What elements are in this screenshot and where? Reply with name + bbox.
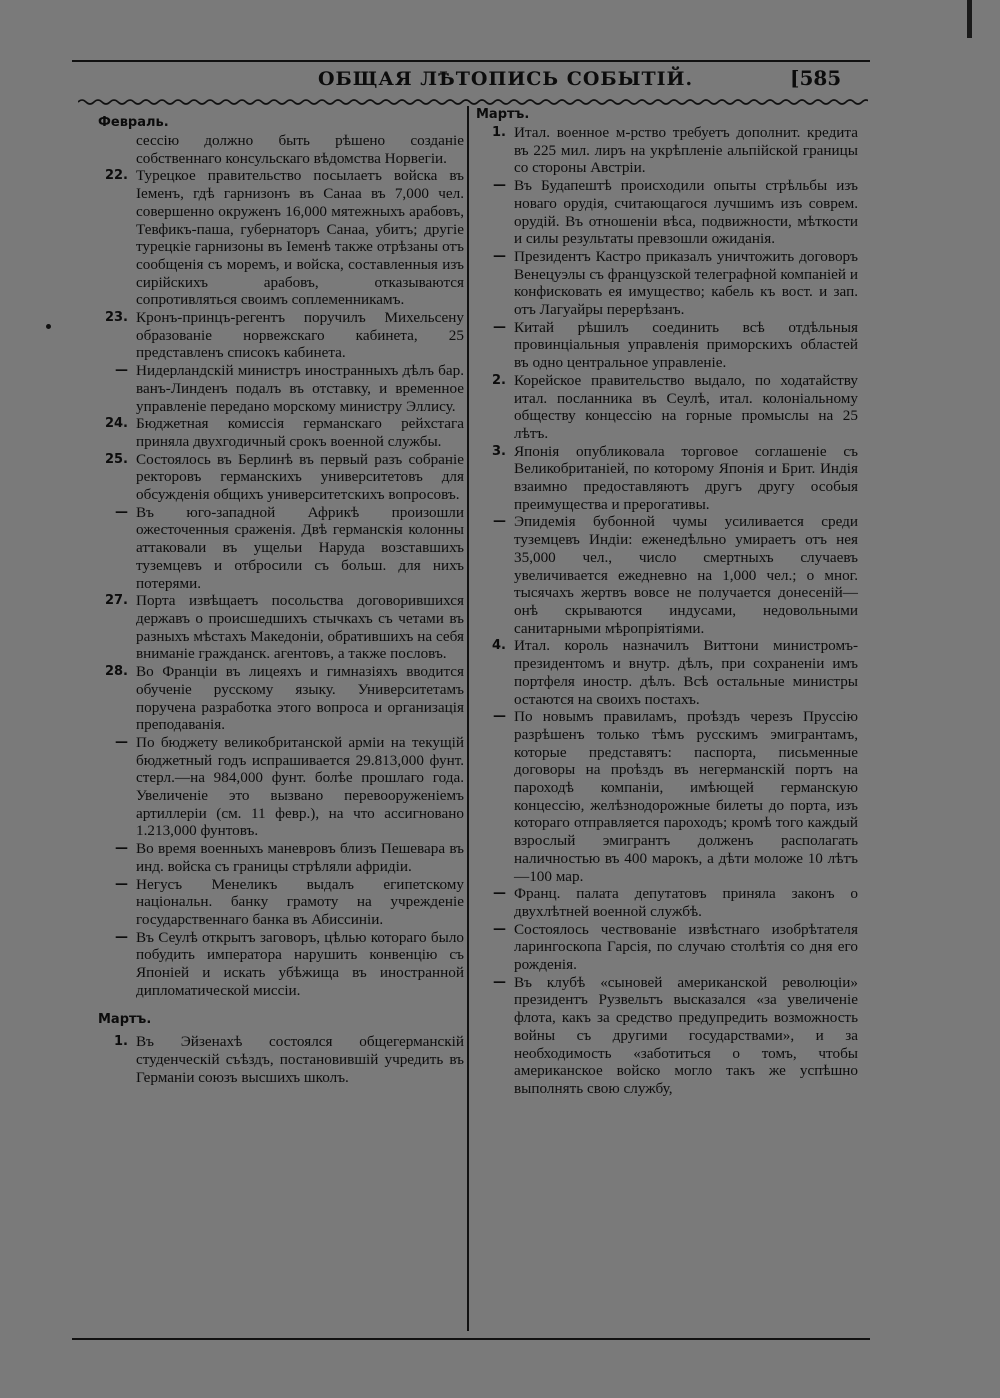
entry-item bbox=[98, 309, 464, 362]
right-column bbox=[476, 106, 858, 1098]
entry-text: Негусъ Менеликъ выдалъ египетскому національн. банку грамоту на учрежденіе государственнаго банка въ Абиссиніи. bbox=[136, 875, 464, 928]
entry-item bbox=[476, 708, 858, 885]
entry-text: Президентъ Кастро приказалъ уничтожить договоръ Венецуэлы съ французской телеграфной компаніей и конфисковать ея имущество; кабель къ вост. и зап. отъ Лагуайры перерѣзанъ. bbox=[514, 247, 858, 319]
entry-marker: 22. bbox=[104, 168, 128, 184]
entry-item bbox=[476, 637, 858, 708]
entry-text: Въ юго-западной Африкѣ произошли ожесточенныя сраженія. Двѣ германскія колонны аттаковали въ ущельи Наруда возставшихъ туземцевъ и отбросили съ больш. для нихъ потерями. bbox=[136, 503, 464, 592]
entry-item bbox=[476, 372, 858, 443]
entry-marker: — bbox=[493, 886, 506, 902]
entry-text: Въ клубѣ «сыновей американской революціи» президентъ Рузвельтъ высказался «за увеличеніе флота, какъ за средство предупредить возможность войны съ другими государствами», и за необходимость «заботиться о томъ, чтобы американское войско могло такъ же успѣшно выполнять свою службу, bbox=[514, 973, 858, 1097]
entry-item bbox=[476, 177, 858, 248]
entry-item bbox=[98, 840, 464, 875]
entry-item bbox=[98, 504, 464, 593]
page-number: [585 bbox=[790, 66, 842, 90]
entry-marker: — bbox=[115, 363, 128, 379]
entry-item bbox=[476, 443, 858, 514]
entry-item bbox=[98, 876, 464, 929]
entry-marker: 4. bbox=[492, 638, 506, 654]
entry-marker: 28. bbox=[104, 664, 128, 680]
entry-item bbox=[476, 974, 858, 1098]
entry-text: Нидерландскій министръ иностранныхъ дѣлъ бар. ванъ-Линденъ подалъ въ отставку, и временное управленіе передано морскому министру Эллису. bbox=[136, 362, 464, 415]
page-edge-mark bbox=[967, 0, 972, 38]
footer-rule bbox=[72, 1338, 870, 1340]
section-heading-march-right: Мартъ. bbox=[476, 107, 530, 122]
entry-item bbox=[476, 513, 858, 637]
entry-text: Бюджетная комиссія германскаго рейхстага приняла двухгодичный срокъ военной службы. bbox=[136, 415, 464, 450]
entry-marker: — bbox=[493, 514, 506, 530]
entry-item bbox=[98, 663, 464, 734]
entry-text: Въ Сеулѣ открытъ заговоръ, цѣлью котораго было побудить императора нарушить конвенцію съ Японіей и искать убѣжища въ иностранной дипломатической миссіи. bbox=[136, 928, 464, 999]
entry-marker: 25. bbox=[104, 451, 128, 467]
entry-text: Порта извѣщаетъ посольства договорившихся державъ о происшедшихъ стычкахъ съ четами въ разныхъ мѣстахъ Македоніи, обратившихъ на себя вниманіе гражданск. агентовъ, а также пословъ. bbox=[136, 592, 464, 663]
entry-item bbox=[476, 921, 858, 974]
entry-text: Въ Эйзенахѣ состоялся общегерманскій студенческій съѣздъ, постановившій учредить въ Германіи союзъ высшихъ школъ. bbox=[136, 1033, 464, 1086]
entry-text: Франц. палата депутатовъ приняла законъ о двухлѣтней военной службѣ. bbox=[514, 885, 858, 920]
entry-text: Китай рѣшилъ соединить всѣ отдѣльныя провинціальныя управленія приморскихъ областей въ одно центральное управленіе. bbox=[514, 318, 858, 372]
entry-item bbox=[476, 248, 858, 319]
entry-text: Эпидемія бубонной чумы усиливается среди туземцевъ Индіи: еженедѣльно умираетъ отъ нея 35,000 чел., число смертныхъ случаевъ увеличивается ежедневно на 1,000 чел.; о мног. тысячахъ жертвъ вовсе не получается донесеній—онѣ скрываются индусами, недовольными санитарными мѣропріятіями. bbox=[514, 513, 858, 637]
entry-item bbox=[98, 592, 464, 663]
entry-marker: — bbox=[115, 876, 128, 892]
entry-text: Во Франціи въ лицеяхъ и гимназіяхъ вводится обученіе русскому языку. Университетамъ поручена разработка этого вопроса и организація преподаванія. bbox=[136, 663, 464, 734]
page bbox=[78, 60, 868, 1345]
entry-marker: — bbox=[115, 841, 128, 857]
entry-item bbox=[98, 734, 464, 840]
entry-text: Въ Будапештѣ происходили опыты стрѣльбы изъ новаго орудія, считающагося лучшимъ изъ соврем. орудій. Въ отношеніи вѣса, подвижности, мѣткости и силы результаты превзошли ожиданія. bbox=[514, 177, 858, 248]
entry-marker: 2. bbox=[492, 372, 506, 388]
entry-text: Во время военныхъ маневровъ близъ Пешевара въ инд. войска съ границы стрѣляли афридіи. bbox=[136, 840, 464, 875]
entry-marker: 23. bbox=[104, 310, 128, 326]
header-top-rule bbox=[72, 60, 870, 62]
entry-marker: — bbox=[493, 178, 506, 194]
entry-marker: 1. bbox=[492, 125, 506, 140]
entry-item bbox=[476, 885, 858, 920]
entry-marker: — bbox=[493, 709, 506, 725]
entry-item bbox=[476, 124, 858, 177]
entry-text: Японія опубликовала торговое соглашеніе съ Великобританіей, по которому Японія и Брит. Индія взаимно предоставляютъ другъ другу особыя преимущества и прерогативы. bbox=[514, 442, 858, 513]
entry-marker: — bbox=[493, 974, 506, 990]
ink-dot bbox=[46, 324, 51, 329]
column-divider bbox=[467, 106, 469, 1331]
entry-item bbox=[98, 929, 464, 1000]
entry-text: Итал. военное м-рство требуетъ дополнит. кредита въ 225 мил. лиръ на укрѣпленіе альпійской границы со стороны Австріи. bbox=[514, 124, 858, 177]
entry-item bbox=[98, 132, 464, 167]
entry-marker: — bbox=[493, 248, 506, 264]
entry-marker: 1. bbox=[114, 1034, 128, 1050]
entry-item bbox=[98, 1033, 464, 1086]
running-header bbox=[78, 60, 868, 96]
entry-text: Итал. король назначилъ Виттони министромъ-президентомъ и внутр. дѣлъ, при сохраненіи имъ портфеля иностр. дѣлъ. Всѣ остальные министры остаются на своихъ постахъ. bbox=[514, 637, 858, 708]
entry-text: Состоялось чествованіе извѣстнаго изобрѣтателя ларингоскопа Гарсія, по случаю столѣтія со дня его рожденія. bbox=[514, 920, 858, 974]
entry-item bbox=[98, 415, 464, 450]
entry-text: По новымъ правиламъ, проѣздъ черезъ Пруссію разрѣшенъ только тѣмъ русскимъ эмигрантамъ, которые представятъ: паспорта, письменные договоры на проѣздъ въ негерманскій портъ на пароходѣ компаніи, имѣющей германскую концессію, желѣзнодорожные билеты до порта, изъ котораго отправляется пароходъ; кромѣ того каждый взрослый эмигрантъ долженъ располагать наличностью въ 400 марокъ, а дѣти моложе 10 лѣтъ—100 мар. bbox=[514, 708, 858, 885]
entry-text: По бюджету великобританской арміи на текущій бюджетный годъ испрашивается 29.813,000 фунт. стерл.—на 984,000 фунт. болѣе прошлаго года. Увеличеніе это вызвано перевооруженіемъ артиллеріи (см. 11 февр.), на что ассигновано 1.213,000 фунтовъ. bbox=[136, 733, 464, 840]
section-gap bbox=[98, 999, 464, 1011]
section-heading-march: Мартъ. bbox=[98, 1012, 152, 1028]
entry-marker: — bbox=[493, 921, 506, 937]
entry-text: Корейское правительство выдало, по ходатайству итал. посланника въ Сеулѣ, итал. колоніальному обществу концессію на горные промыслы на 25 лѣтъ. bbox=[514, 371, 858, 442]
left-column bbox=[98, 114, 464, 1087]
entry-text: сессію должно быть рѣшено созданіе собственнаго консульскаго вѣдомства Норвегіи. bbox=[136, 132, 464, 167]
entry-text: Турецкое правительство посылаетъ войска въ Іеменъ, гдѣ гарнизонъ въ Санаа въ 7,000 чел. совершенно окруженъ 16,000 мятежныхъ арабовъ, Тевфикъ-паша, губернаторъ Санаа, убитъ; другіе турецкіе гарнизоны въ Іеменѣ также отрѣзаны отъ сообщенія съ моремъ, и войска, составленныя изъ сирійскихъ арабовъ, отказываются сопротивляться своимъ соплеменникамъ. bbox=[136, 167, 464, 309]
entry-marker: — bbox=[115, 734, 128, 750]
entry-marker: — bbox=[115, 929, 128, 945]
entry-item bbox=[98, 167, 464, 309]
header-title: ОБЩАЯ ЛѢТОПИСЬ СОБЫТІЙ. bbox=[318, 68, 694, 90]
entry-marker: — bbox=[493, 319, 506, 335]
entry-text: Кронъ-принцъ-регентъ поручилъ Михельсену образованіе норвежскаго кабинета, 25 представленъ списокъ кабинета. bbox=[136, 309, 464, 362]
entry-marker: 27. bbox=[104, 593, 128, 609]
entry-item bbox=[98, 451, 464, 504]
entry-text: Состоялось въ Берлинѣ въ первый разъ собраніе ректоровъ германскихъ университетовъ для обсужденія общихъ университетскихъ вопросовъ. bbox=[136, 450, 464, 504]
entry-item bbox=[98, 362, 464, 415]
entry-marker: 3. bbox=[492, 443, 506, 459]
entry-marker: 24. bbox=[104, 416, 128, 432]
section-heading-february: Февраль. bbox=[98, 115, 169, 130]
left-entries bbox=[98, 132, 464, 999]
entry-item bbox=[476, 319, 858, 372]
entry-marker: — bbox=[115, 504, 128, 520]
